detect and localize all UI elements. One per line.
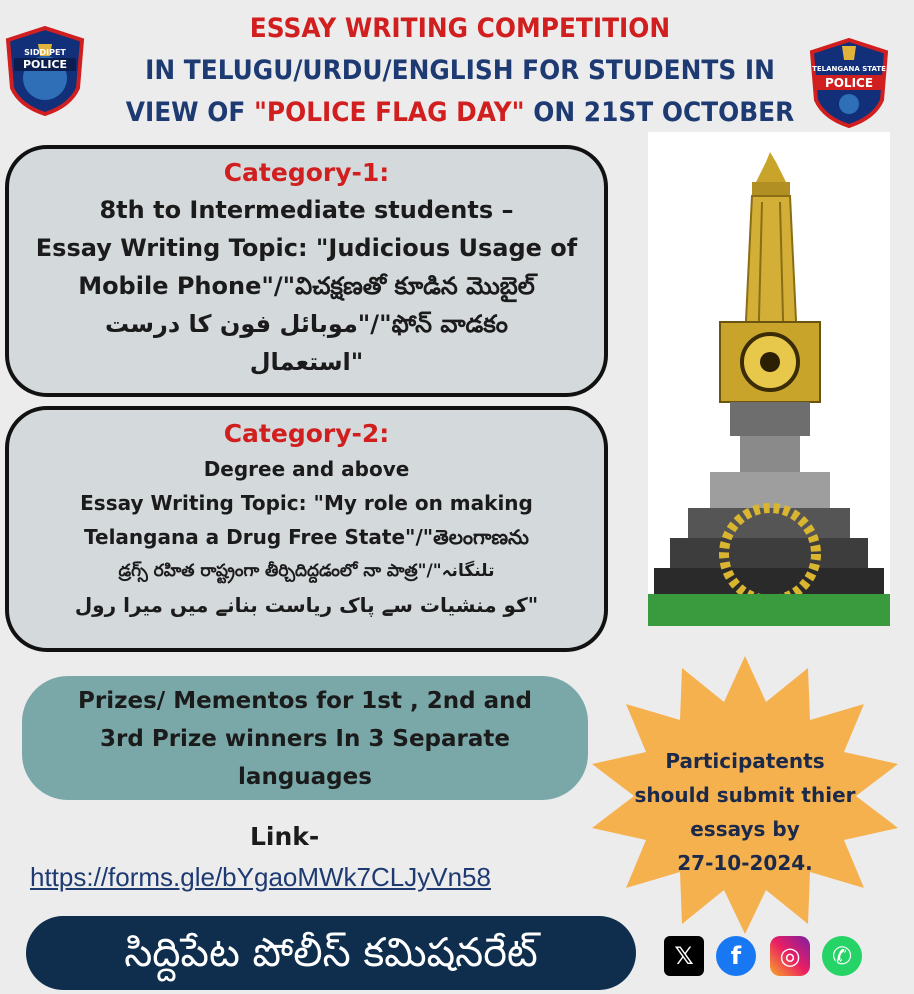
category-1-line: ఫోన్ వాడకం"/"موبائل فون کا درست (105, 310, 508, 338)
deadline-line: essays by (690, 817, 800, 841)
category-1-card (5, 145, 608, 397)
category-1-line: Essay Writing Topic: "Judicious Usage of (35, 234, 578, 262)
left-logo-text: POLICE (22, 58, 68, 71)
right-logo-text: POLICE (824, 76, 874, 90)
page-title (110, 8, 809, 134)
category-2-heading: Category-2: (223, 419, 390, 448)
x-glyph: 𝕏 (674, 942, 694, 970)
deadline-text (612, 744, 878, 880)
title-line-3-prefix: VIEW OF (125, 97, 254, 128)
category-2-line: డ్రగ్స్ రహిత రాష్ట్రంగా తీర్చిదిద్దడంలో నా పాత్ర"/"تلنگانہ (118, 561, 495, 581)
category-2-line: Degree and above (203, 457, 410, 481)
left-logo-subtext: SIDDIPET (24, 48, 66, 57)
prizes-line: Prizes/ Mementos for 1st , 2nd and (78, 688, 532, 714)
category-2-line: "کو منشیات سے پاک ریاست بنانے میں میرا رول (74, 593, 539, 617)
prizes-line: languages (238, 764, 372, 790)
category-2-line: Essay Writing Topic: "My role on making (80, 491, 533, 515)
siddipet-police-logo (4, 26, 86, 116)
telangana-police-logo (808, 38, 890, 128)
category-1-line: "استعمال (249, 348, 364, 376)
title-line-3 (110, 92, 809, 134)
title-line-3-suffix: ON 21ST OCTOBER (524, 97, 795, 128)
x-twitter-icon[interactable] (664, 936, 704, 976)
title-line-2: IN TELUGU/URDU/ENGLISH FOR STUDENTS IN (145, 55, 775, 86)
category-1-line: Mobile Phone"/"విచక్షణతో కూడిన మొబైల్ (78, 272, 535, 300)
category-2-body (9, 452, 604, 622)
instagram-icon[interactable] (770, 936, 810, 976)
category-1-line: 8th to Intermediate students – (99, 196, 514, 224)
title-highlight: "POLICE FLAG DAY" (253, 97, 525, 128)
link-label: Link- (250, 822, 320, 851)
registration-link[interactable]: https://forms.gle/bYgaoMWk7CLJyVn58 (30, 862, 491, 892)
prizes-info (22, 676, 588, 800)
deadline-line: Participatents (665, 749, 825, 773)
whatsapp-icon[interactable] (822, 936, 862, 976)
title-line-1: ESSAY WRITING COMPETITION (249, 13, 671, 44)
prizes-line: 3rd Prize winners In 3 Separate (100, 726, 510, 752)
category-2-line: Telangana a Drug Free State"/"తెలంగాణను (84, 525, 529, 549)
category-1-heading: Category-1: (223, 158, 390, 187)
whatsapp-glyph: ✆ (831, 942, 853, 970)
police-memorial-illustration (648, 132, 890, 626)
category-2-card (5, 406, 608, 652)
category-1-body (9, 191, 604, 381)
deadline-line: should submit thier (634, 783, 856, 807)
deadline-line: 27-10-2024. (677, 851, 813, 875)
right-logo-subtext: TELANGANA STATE (812, 65, 886, 73)
facebook-glyph: f (730, 942, 742, 970)
facebook-icon[interactable] (716, 936, 756, 976)
siddipet-commissionerate-banner: సిద్దిపేట పోలీస్ కమిషనరేట్ (26, 916, 636, 990)
instagram-glyph: ◎ (779, 942, 801, 970)
